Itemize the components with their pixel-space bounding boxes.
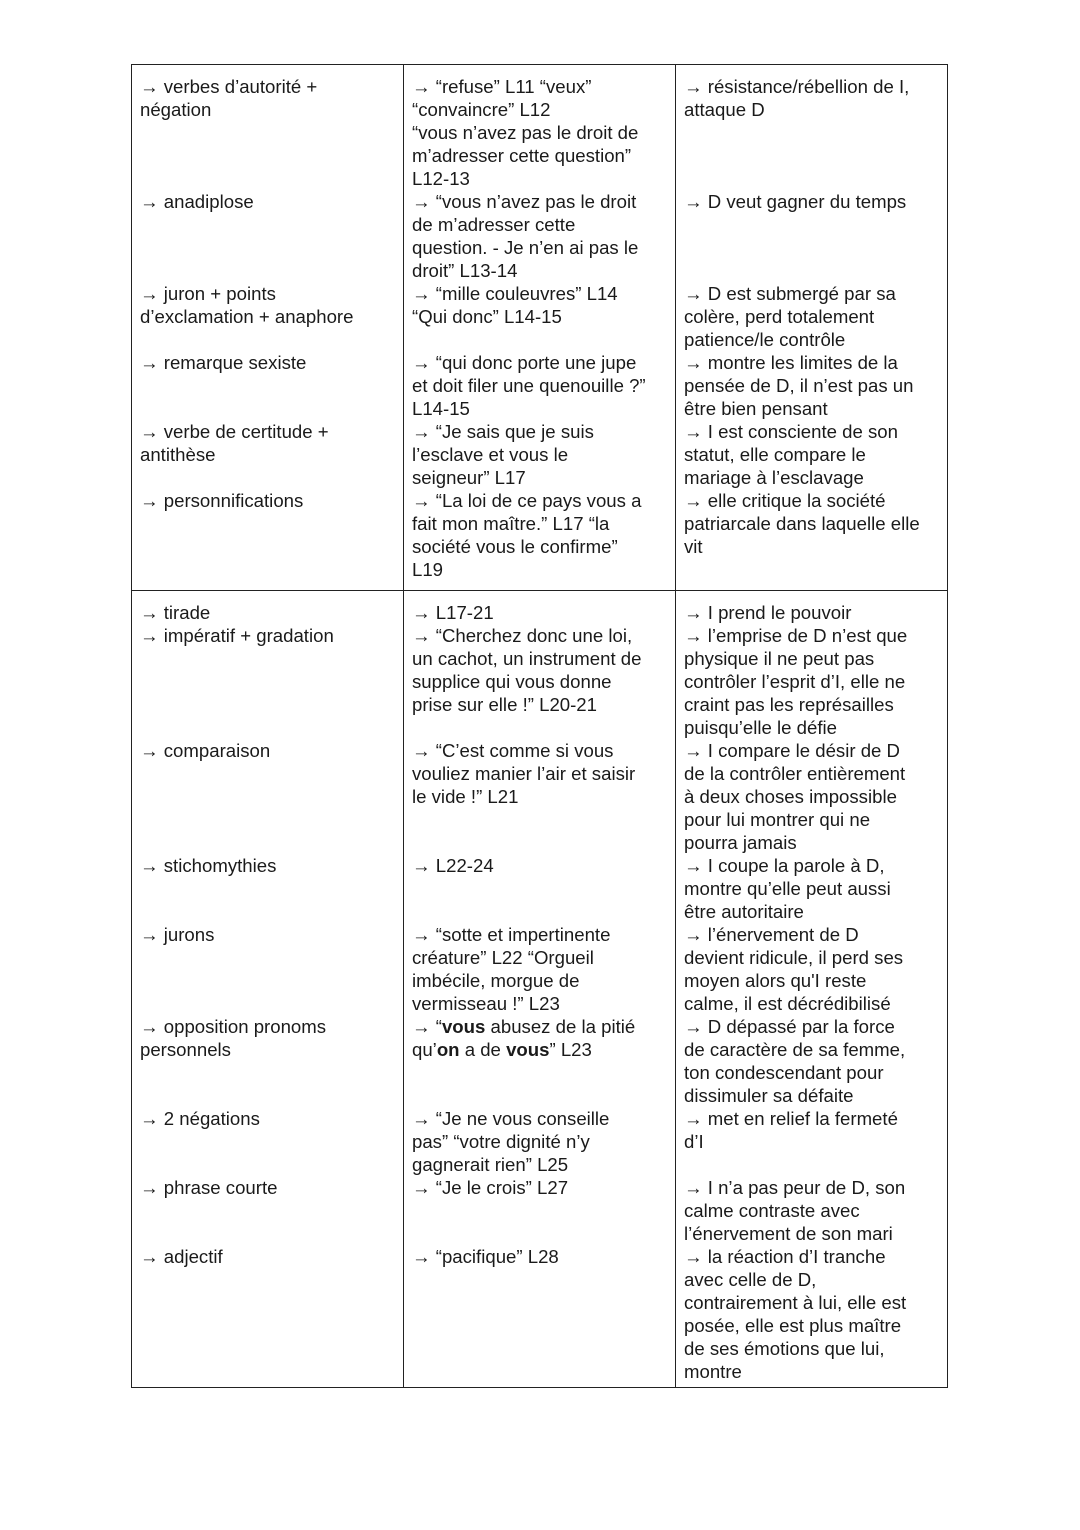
procede-cell: → verbe de certitude + antithèse	[140, 421, 329, 465]
citation-cell: → L17-21 → “Cherchez donc une loi, un cachot, un instrument de supplice qui vous donne prise sur elle !” L20-21	[412, 602, 642, 715]
citation-cell: → “refuse” L11 “veux” “convaincre” L12 “vous n’avez pas le droit de m’adresser cette question” L12-13	[412, 76, 639, 189]
citation-cell: → “Je sais que je suis l’esclave et vous le seigneur” L17	[412, 421, 594, 488]
citation-cell: → L22-24	[412, 855, 494, 876]
procede-cell: → stichomythies	[140, 855, 277, 876]
citation-cell: → “pacifique” L28	[412, 1246, 559, 1267]
procede-cell: → opposition pronoms personnels	[140, 1016, 327, 1060]
pronoun-emphasis: vous	[506, 1039, 550, 1060]
procede-cell: → phrase courte	[140, 1177, 278, 1198]
citation-cell: → “qui donc porte une jupe et doit filer une quenouille ?” L14-15	[412, 352, 646, 419]
interpretation-cell: → I prend le pouvoir → l’emprise de D n’est que physique il ne peut pas contrôler l’esprit d’I, elle ne craint pas les représailles puisqu’elle le défie	[684, 602, 908, 738]
citation-text: → “	[412, 1016, 442, 1037]
pronoun-emphasis: vous	[441, 1016, 486, 1037]
analysis-table	[131, 64, 948, 1388]
interpretation-cell: → montre les limites de la pensée de D, il n’est pas un être bien pensant	[684, 352, 914, 419]
procede-cell: → juron + points d’exclamation + anaphore	[140, 283, 354, 327]
citation-cell: → “Je le crois” L27	[412, 1177, 569, 1198]
citation-text: abusez de la pitié qu’	[412, 1016, 636, 1060]
table-row	[132, 65, 947, 591]
citation-cell: → “C’est comme si vous vouliez manier l’air et saisir le vide !” L21	[412, 740, 636, 807]
interpretation-cell: → I est consciente de son statut, elle compare le mariage à l’esclavage	[684, 421, 898, 488]
interpretation-cell: → elle critique la société patriarcale dans laquelle elle vit	[684, 490, 920, 557]
citation-cell	[412, 1015, 670, 1061]
procede-cell: → verbes d’autorité + négation	[140, 76, 318, 120]
interpretation-cell: → D veut gagner du temps	[684, 191, 907, 212]
interpretation-cell: → l’énervement de D devient ridicule, il perd ses moyen alors qu'I reste calme, il est décrédibilisé	[684, 924, 904, 1014]
interpretation-cell: → met en relief la fermeté d’I	[684, 1108, 898, 1152]
interpretation-cell: → I n’a pas peur de D, son calme contraste avec l’énervement de son mari	[684, 1177, 906, 1244]
table-row	[132, 591, 947, 1387]
citation-cell: → “sotte et impertinente créature” L22 “Orgueil imbécile, morgue de vermisseau !” L23	[412, 924, 611, 1014]
pronoun-emphasis: on	[436, 1039, 460, 1060]
column-divider	[675, 591, 676, 1387]
interpretation-cell: → D dépassé par la force de caractère de sa femme, ton condescendant pour dissimuler sa défaite	[684, 1016, 906, 1106]
procede-cell: → comparaison	[140, 740, 271, 761]
interpretation-cell: → la réaction d’I tranche avec celle de D, contrairement à lui, elle est posée, elle est plus maître de ses émotions que lui, montre	[684, 1246, 907, 1382]
column-divider	[403, 65, 404, 590]
citation-cell: → “vous n’avez pas le droit de m’adresser cette question. - Je n’en ai pas le droit” L13-14	[412, 191, 639, 281]
citation-text: a de	[459, 1039, 507, 1060]
citation-cell: → “mille couleuvres” L14 “Qui donc” L14-15	[412, 283, 618, 327]
citation-text: ” L23	[549, 1039, 592, 1060]
procede-cell: → remarque sexiste	[140, 352, 307, 373]
procede-cell: → adjectif	[140, 1246, 223, 1267]
interpretation-cell: → résistance/rébellion de I, attaque D	[684, 76, 910, 120]
citation-cell: → “Je ne vous conseille pas” “votre dignité n’y gagnerait rien” L25	[412, 1108, 610, 1175]
column-divider	[675, 65, 676, 590]
procede-cell: → 2 négations	[140, 1108, 260, 1129]
procede-cell: → personnifications	[140, 490, 304, 511]
interpretation-cell: → I coupe la parole à D, montre qu’elle peut aussi être autoritaire	[684, 855, 891, 922]
procede-cell: → anadiplose	[140, 191, 254, 212]
column-divider	[403, 591, 404, 1387]
procede-cell: → jurons	[140, 924, 215, 945]
procede-cell: → tirade → impératif + gradation	[140, 602, 334, 646]
interpretation-cell: → I compare le désir de D de la contrôler entièrement à deux choses impossible pour lui montrer qui ne pourra jamais	[684, 740, 906, 853]
interpretation-cell: → D est submergé par sa colère, perd totalement patience/le contrôle	[684, 283, 896, 350]
citation-cell: → “La loi de ce pays vous a fait mon maître.” L17 “la société vous le confirme” L19	[412, 490, 642, 580]
